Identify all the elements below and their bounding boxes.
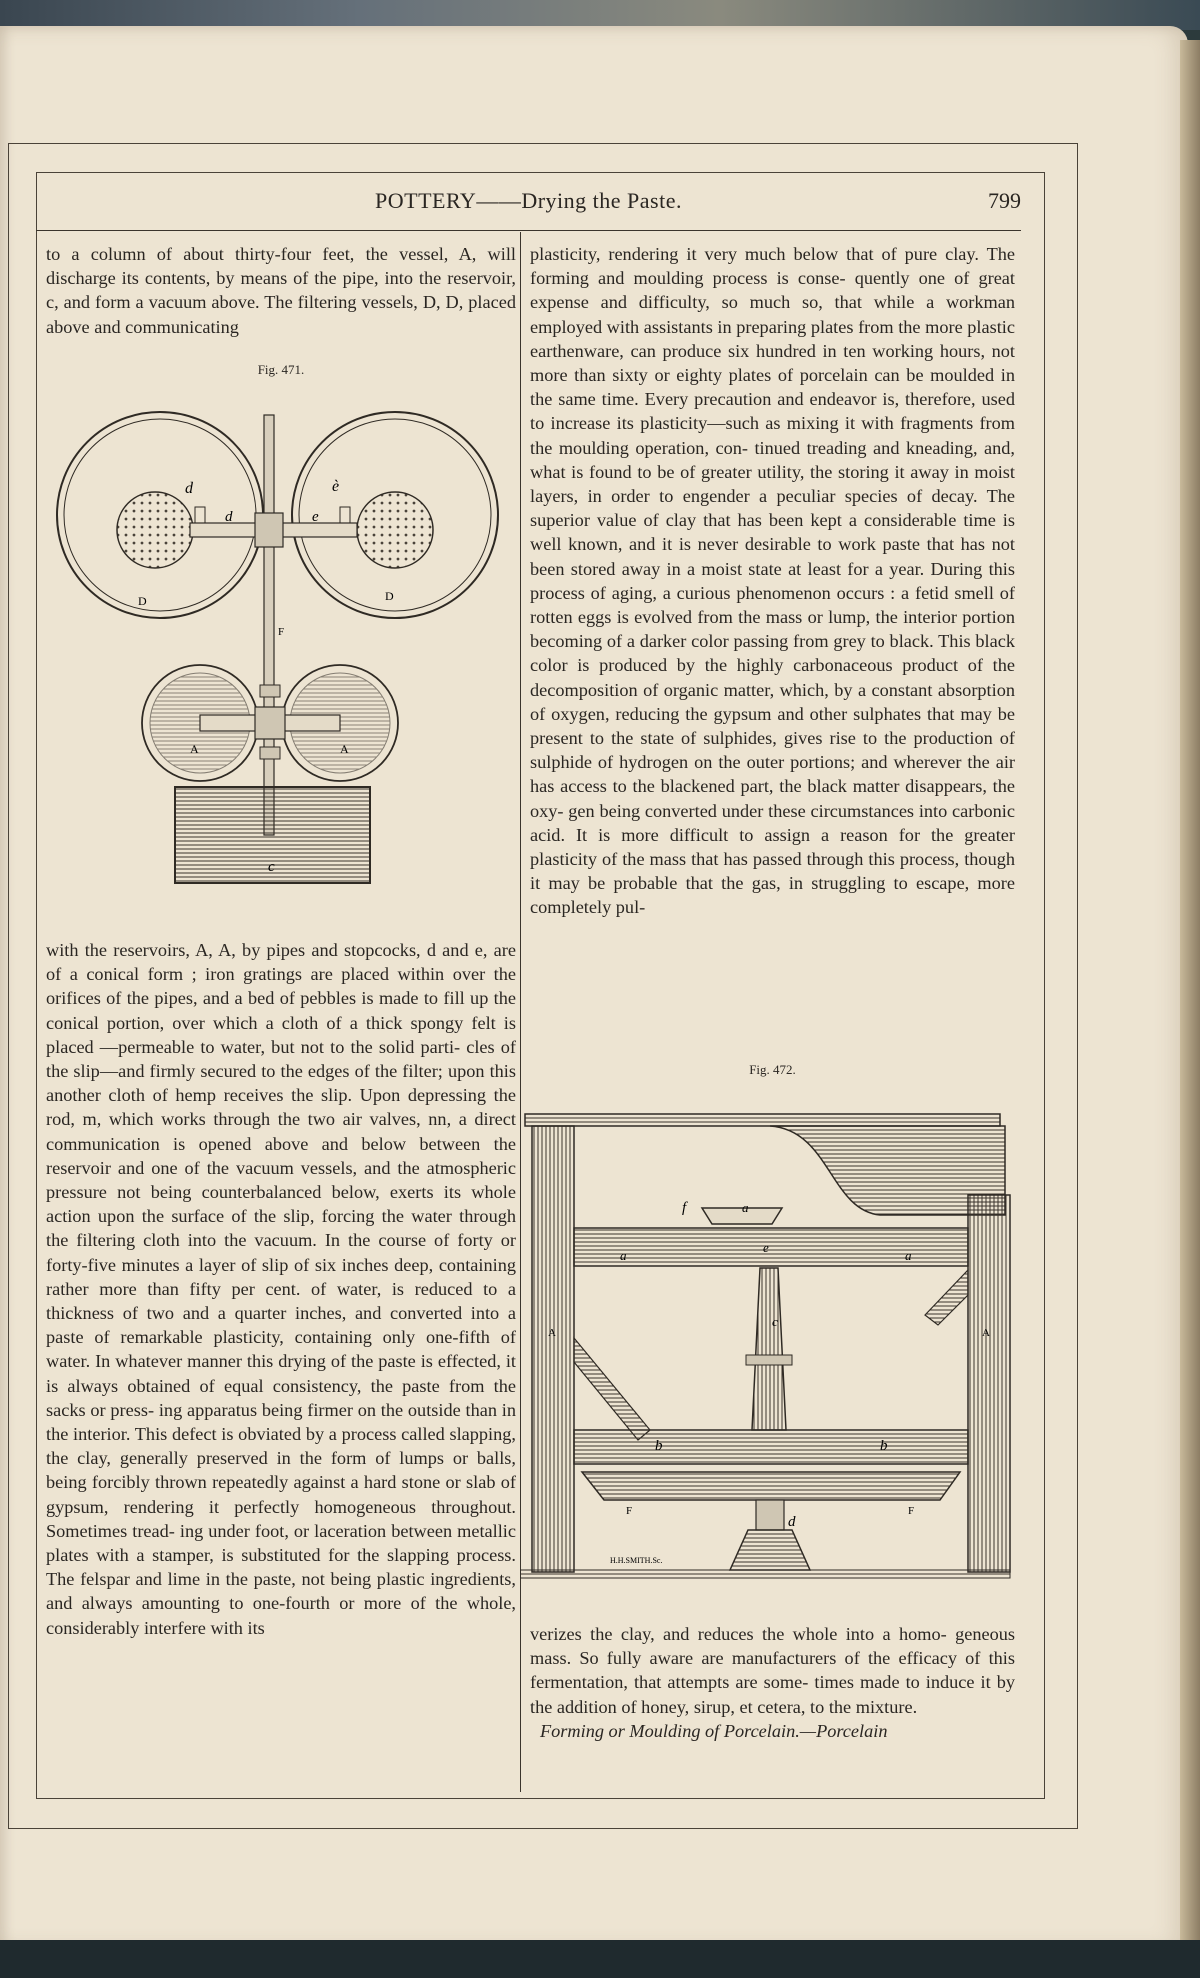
fig-471-letter-c: c — [268, 859, 275, 875]
fig-472-letter-F-left: F — [626, 1505, 633, 1517]
fig-472-letter-a-top: a — [742, 1200, 749, 1215]
left-column-para-2: with the reservoirs, A, A, by pipes and stopcocks, d and e, are of a conical form ; iron gratings are placed within over the orifices of the pipes, and a bed of pebbles is made to fill up the conical portion, over which a cloth of a thick spongy felt is placed —permeable to water, but not to the solid parti- cles of the slip—and firmly secured to the edges of the filter; upon this another cloth of hemp receives the slip. Upon depressing the rod, m, which works through the two air valves, nn, a direct communication is opened above and below between the reservoir and one of the vacuum vessels, and the atmospheric pressure not being counterbalanced below, exerts its whole action upon the surface of the slip, forcing the water through the filtering cloth into the vacuum. In the course of forty or forty-five minutes a layer of slip of six inches deep, containing rather more than fifty per cent. of water, is reduced to a thickness of two and a quarter inches, and converted into a paste of remarkable plasticity, containing only one-fifth of water. In whatever manner this drying of the paste is effected, it is always obtained of equal consistency, the paste from the sacks or press- ing apparatus being firmer on the outside than in the interior. This defect is obviated by a process called slapping, the clay, generally preserved in the form of lumps or balls, being forcibly thrown repeatedly against a hard stone or slab of gypsum, rendering it perfectly homogeneous throughout. Sometimes tread- ing under foot, or laceration between metallic plates with a stamper, is substituted for the slapping process. The felspar and lime in the paste, not being plastic ingredients, and always amounting to one-fourth or more of the whole, considerably interfere with its — [46, 940, 516, 1638]
fig-471-letter-e-pipe: e — [312, 509, 319, 525]
fig-471-letter-e: è — [332, 478, 340, 495]
running-head-title: POTTERY——Drying the Paste. — [375, 188, 682, 213]
page-number: 799 — [988, 188, 1021, 213]
fig-471-letter-D-right: D — [385, 589, 394, 603]
fig-472-letter-a-left: a — [620, 1248, 627, 1263]
fig-472-letter-A-left: A — [548, 1327, 556, 1339]
page-edge — [1180, 40, 1200, 1940]
section-heading-forming: Forming or Moulding of Porcelain.—Porcelain — [540, 1720, 888, 1741]
engraver-signature: H.H.SMITH.Sc. — [610, 1556, 663, 1565]
fig-472-letter-f: f — [682, 1200, 687, 1216]
fig-472-letter-F-right: F — [908, 1505, 915, 1517]
fig-471-letter-F: F — [278, 626, 285, 638]
fig-471-drawing — [50, 395, 520, 895]
fig-472-letter-A-right: A — [982, 1327, 990, 1339]
fig-472-label: Fig. 472. — [749, 1062, 796, 1077]
running-head — [36, 180, 1021, 231]
fig-472-letter-b-left: b — [655, 1438, 663, 1454]
left-column-para-1: to a column of about thirty-four feet, the vessel, A, will discharge its contents, by means of the pipe, into the reservoir, c, and form a vacuum above. The filtering vessels, D, D, placed above and communicating — [46, 244, 516, 337]
fig-472-letter-b-right: b — [880, 1438, 888, 1454]
fig-472-letter-a-right: a — [905, 1248, 912, 1263]
fig-471-letter-A-left: A — [190, 742, 199, 756]
right-column-para-2: verizes the clay, and reduces the whole into a homo- geneous mass. So fully aware are manufacturers of the efficacy of this fermentation, that attempts are some- times made to induce it by the addition of honey, sirup, et cetera, to the mixture. Forming or Moulding of Porcelain.—Porcelain — [530, 1622, 1015, 1743]
fig-472-drawing — [520, 1100, 1020, 1590]
fig-472-letter-e: e — [763, 1240, 769, 1255]
fig-472-letter-d: d — [788, 1514, 796, 1530]
book-cover-bottom — [0, 1940, 1200, 1978]
fig-471-letter-D-left: D — [138, 594, 147, 608]
fig-471-letter-d: d — [185, 480, 193, 497]
fig-472-letter-c: c — [772, 1314, 778, 1329]
fig-471-letter-A-right: A — [340, 742, 349, 756]
fig-471-label: Fig. 471. — [257, 362, 305, 377]
fig-471-letter-d-pipe: d — [225, 509, 233, 525]
right-column-para-1: plasticity, rendering it very much below that of pure clay. The forming and moulding process is conse- quently one of great expense and difficulty, so much so, that while a workman employed with assistants in preparing plates from the more plastic earthenware, can produce six hundred in ten working hours, not more than sixty or eighty plates of porcelain can be moulded in the same time. Every precaution and endeavor is, therefore, used to increase its plasticity—such as mixing it with fragments from the moulding operation, con- tinued treading and kneading, and, what is found to be of greater utility, the storing it away in moist layers, in order to engender a peculiar species of decay. The superior value of clay that has been kept a considerable time is well known, and it is never desirable to work paste that has not been stored away in a moist state at least for a year. During this process of aging, a curious phenomenon occurs : a fetid smell of rotten eggs is evolved from the mass or lump, the interior portion becoming of a darker color passing from grey to black. This black color is produced by the highly carbonaceous product of the decomposition of organic matter, which, by a constant absorption of oxygen, reducing the gypsum and other sulphates that may be present to the state of sulphides, gives rise to the production of sulphide of hydrogen on the outer portions; and wherever the air has access to the blackened part, the black matter disappears, the oxy- gen being converted under these circumstances into carbonic acid. It is more difficult to assign a reason for the greater plasticity of the mass that has passed through this process, though it may be probable that the gas, in struggling to escape, more completely pul- — [530, 244, 1015, 918]
